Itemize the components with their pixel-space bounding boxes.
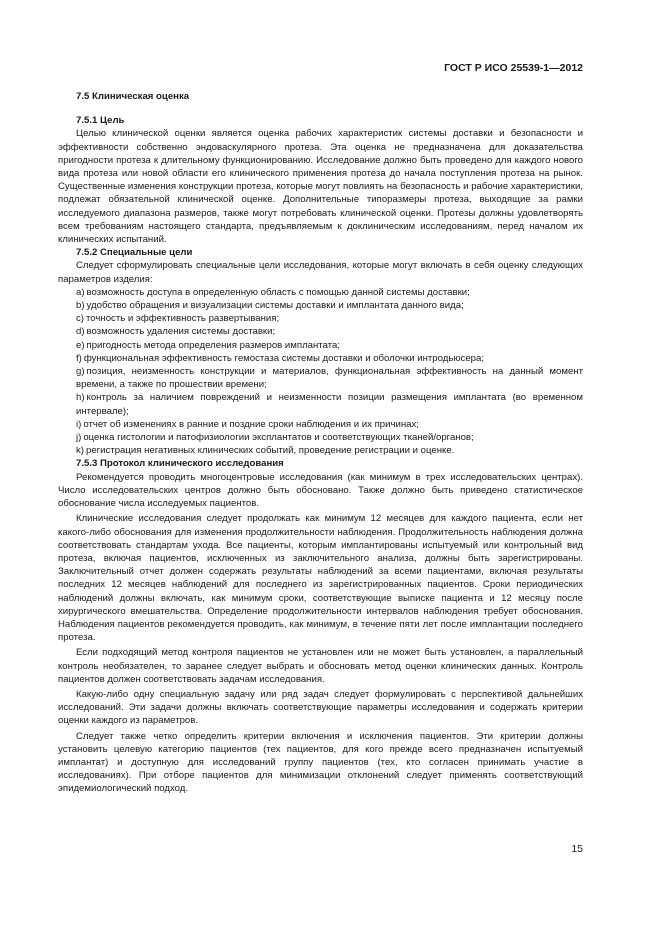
list-item-letter: f) xyxy=(76,352,82,364)
list-item-text: точность и эффективность развертывания; xyxy=(86,313,280,325)
list-item-letter: g) xyxy=(76,366,85,378)
list-item-letter: e) xyxy=(76,339,85,351)
section-7-5-3-title: 7.5.3 Протокол клинического исследования xyxy=(76,458,284,470)
list-item xyxy=(58,391,583,417)
list-item-text: отчет об изменениях в ранние и поздние сроки наблюдения и их причинах; xyxy=(83,418,419,430)
list-item-text: оценка гистологии и патофизиологии эксплантатов и соответствующих тканей/органов; xyxy=(83,432,474,444)
page-header: ГОСТ Р ИСО 25539-1—2012 xyxy=(444,62,583,74)
list-item xyxy=(58,299,583,312)
list-item xyxy=(58,312,583,325)
section-7-5-3-paragraph: Клинические исследования следует продолжать как минимум 12 месяцев для каждого пациента, если нет какого-либо обоснования для изменения продолжительности наблюдения. Продолжительность наблюдения должна соответствовать стандартам ухода. Все пациенты, которым имплантированы испытуемый или контрольный вид протеза, включая пациентов, исключенных из заключительного анализа, должны быть зарегистрированы. Заключительный отчет должен содержать результаты наблюдений за всеми пациентами, включая результаты последних 12 месяцев наблюдений для последнего из зарегистрированных пациентов. Сроки периодических наблюдений должны включать, как минимум сроки, соответствующие выписке пациента и 12 месяцу после хирургического вмешательства. Определение продолжительности интервалов наблюдения требует обоснования. Наблюдения пациентов рекомендуется проводить, как минимум, в течение пяти лет после имплантации последнего протеза. xyxy=(58,513,583,644)
list-item xyxy=(58,352,583,365)
list-item-letter: a) xyxy=(76,286,85,298)
list-item-text: возможность доступа в определенную область с помощью данной системы доставки; xyxy=(86,286,470,298)
list-item-letter: k) xyxy=(76,445,84,457)
list-item xyxy=(58,444,583,457)
list-item xyxy=(58,325,583,338)
list-item-letter: d) xyxy=(76,326,85,338)
list-item-letter: i) xyxy=(76,418,82,430)
special-goals-list xyxy=(58,286,583,458)
list-item xyxy=(58,286,583,299)
section-7-5-3-paragraph: Рекомендуется проводить многоцентровые исследования (как минимум в трех исследовательских центрах). Число исследовательских центров должно быть обосновано. Также должно быть приведено статистическое обоснование числа исследуемых пациентов. xyxy=(58,471,583,510)
list-item xyxy=(58,365,583,391)
section-7-5-3-paragraph: Если подходящий метод контроля пациентов не установлен или не может быть установлен, а параллельный контроль необязателен, то заранее следует выбрать и обосновать метод оценки клинических данных. Контроль пациентов должен соответствовать задачам исследования. xyxy=(58,647,583,685)
list-item-text: удобство обращения и визуализации системы доставки и имплантата данного вида; xyxy=(86,300,464,312)
list-item-letter: h) xyxy=(76,392,85,404)
section-7-5-1-text: Целью клинической оценки является оценка рабочих характеристик системы доставки и безопасности и эффективности собственно эндоваскулярного протеза. Эта оценка не предназначена для доказательства пригодности протеза к длительному функционированию. Исследование должно быть проведено для каждого нового вида протеза или новой области его клинического применения протеза до начала поступления протеза на рынок. Существенные изменения конструкции протеза, которые могут повлиять на безопасность и рабочие характеристики, подлежат обязательной клинической оценке. Дополнительные типоразмеры протеза, выходящие за рамки исследуемого диапазона размеров, также могут потребовать клинической оценки. Протезы должны удовлетворять всем требованиям настоящего стандарта, предъявляемым к доклиническим исследованиям, перед началом их клинических испытаний. xyxy=(58,128,583,246)
section-7-5-3-paragraph: Следует также четко определить критерии включения и исключения пациентов. Эти критерии должны установить целевую категорию пациентов (тех пациентов, для кого прежде всего предназначен испытуемый имплантат) и доступную для исследований группу пациентов (тех, кто согласен принимать участие в исследованиях). При отборе пациентов для минимизации отклонений следует применять соответствующий эпидемиологический подход. xyxy=(58,730,583,795)
list-item-letter: j) xyxy=(76,432,82,444)
list-item-letter: c) xyxy=(76,313,84,325)
list-item xyxy=(58,339,583,352)
list-item-letter: b) xyxy=(76,300,85,312)
document-body xyxy=(58,90,583,796)
section-7-5-1-title: 7.5.1 Цель xyxy=(76,115,125,127)
section-7-5-title: 7.5 Клиническая оценка xyxy=(76,91,190,102)
list-item xyxy=(58,418,583,431)
page-number: 15 xyxy=(571,843,583,855)
list-item-text: функциональная эффективность гемостаза системы доставки и оболочки интродьюсера; xyxy=(83,352,484,364)
section-7-5-2-title: 7.5.2 Специальные цели xyxy=(76,247,193,259)
list-item xyxy=(58,431,583,444)
list-item-text: контроль за наличием повреждений и неизменности позиции размещения имплантата (во временном интервале); xyxy=(76,392,583,417)
section-7-5-2-intro: Следует сформулировать специальные цели исследования, которые могут включать в себя оценку следующих параметров изделия: xyxy=(58,260,583,285)
list-item-text: возможность удаления системы доставки; xyxy=(86,326,276,338)
list-item-text: регистрация негативных клинических событий, проведение регистрации и оценке. xyxy=(86,445,455,457)
section-7-5-3-paragraph: Какую-либо одну специальную задачу или ряд задач следует формулировать с перспективой дальнейших исследований. Эти задачи должны включать соответствующие параметры исследования и содержать критерии оценки каждого из параметров. xyxy=(58,688,583,727)
list-item-text: пригодность метода определения размеров имплантата; xyxy=(86,339,341,351)
list-item-text: позиция, неизменность конструкции и материалов, функциональная эффективность на данный момент времени, а также по прошествии времени; xyxy=(76,366,583,391)
